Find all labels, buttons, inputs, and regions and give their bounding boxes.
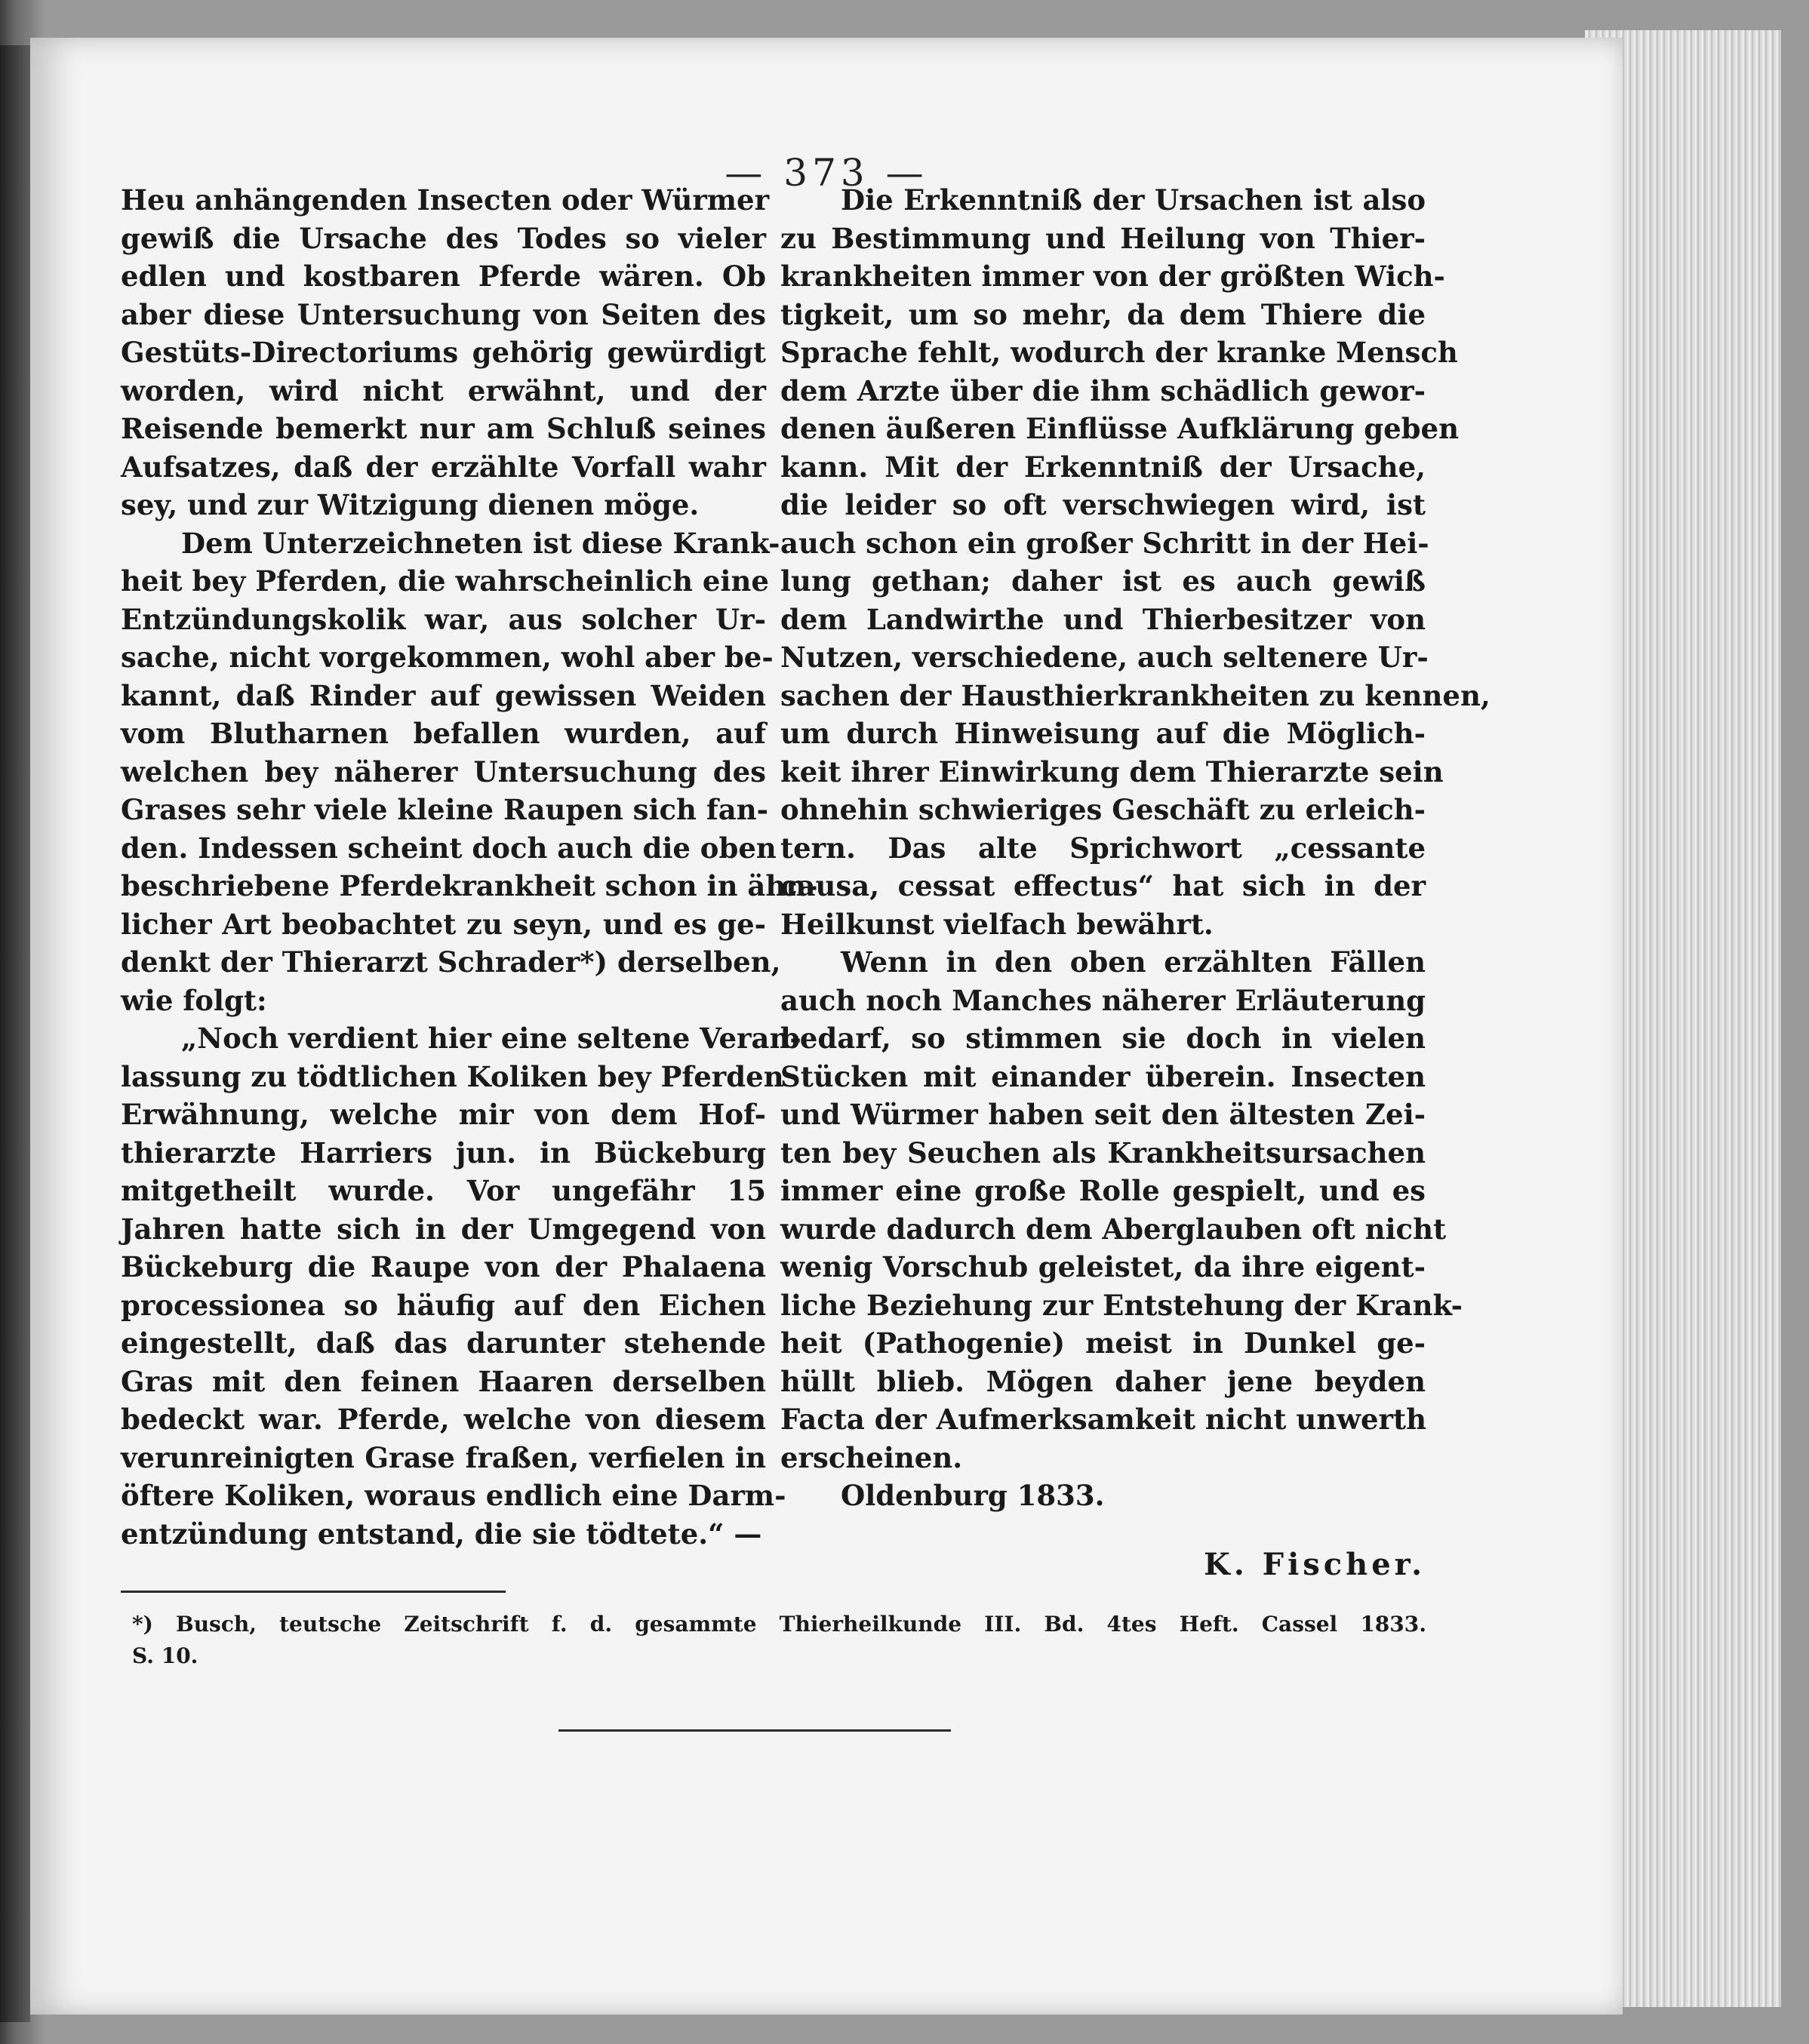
text-line: verunreinigten Grase fraßen, verfielen in [121,1440,766,1474]
text-line: tigkeit, um so mehr, da dem Thiere die [780,297,1426,331]
text-line: wenig Vorschub geleistet, da ihre eigent- [780,1250,1426,1283]
text-line: liche Beziehung zur Entstehung der Krank- [780,1288,1463,1322]
text-line: licher Art beobachtet zu seyn, und es ge- [121,907,766,941]
text-line: dem Landwirthe und Thierbesitzer von [780,602,1426,636]
text-line: krankheiten immer von der größten Wich- [780,260,1445,293]
text-line: Gestüts-Directoriums gehörig gewürdigt [121,336,766,369]
text-line: bedarf, so stimmen sie doch in vielen [780,1022,1426,1055]
text-line: kann. Mit der Erkenntniß der Ursache, [780,450,1426,484]
text-line: welchen bey näherer Untersuchung des [121,755,766,788]
end-rule [558,1729,951,1732]
text-line: Dem Unterzeichneten ist diese Krank- [181,526,780,560]
text-line: beschriebene Pferdekrankheit schon in ähn- [121,869,818,902]
text-line: um durch Hinweisung auf die Möglich- [780,717,1426,750]
text-line: „Noch verdient hier eine seltene Veran- [181,1022,801,1055]
text-line: worden, wird nicht erwähnt, und der [121,373,766,407]
text-line: wie folgt: [121,983,267,1017]
text-line: sey, und zur Witzigung dienen möge. [121,488,700,521]
text-line: Bückeburg die Raupe von der Phalaena [121,1250,766,1283]
text-line: Grases sehr viele kleine Raupen sich fan- [121,793,768,826]
text-line: edlen und kostbaren Pferde wären. Ob [121,260,766,293]
text-line: Stücken mit einander überein. Insecten [780,1059,1426,1093]
text-line: dem Arzte über die ihm schädlich gewor- [780,373,1426,407]
text-line: sachen der Hausthierkrankheiten zu kennen, [780,678,1491,712]
text-line: die leider so oft verschwiegen wird, ist [780,488,1426,521]
text-line: Wenn in den oben erzählten Fällen [841,945,1426,979]
text-line: den. Indessen scheint doch auch die oben [121,831,777,865]
text-line: lung gethan; daher ist es auch gewiß [780,564,1426,598]
text-line: erscheinen. [780,1440,963,1474]
page-number: — 373 — [725,151,928,195]
text-line: Sprache fehlt, wodurch der kranke Mensch [780,336,1458,369]
text-line: Facta der Aufmerksamkeit nicht unwerth [780,1403,1427,1436]
author-signature: K. Fischer. [1204,1547,1426,1582]
text-line: Heu anhängenden Insecten oder Würmer [121,183,770,217]
text-line: Entzündungskolik war, aus solcher Ur- [121,602,766,636]
text-line: Jahren hatte sich in der Umgegend von [121,1212,766,1246]
text-line: heit bey Pferden, die wahrscheinlich eine [121,564,769,598]
text-line: Reisende bemerkt nur am Schluß seines [121,412,766,445]
text-line: heit (Pathogenie) meist in Dunkel ge- [780,1326,1426,1360]
text-line: eingestellt, daß das darunter stehende [121,1326,766,1360]
text-line: und Würmer haben seit den ältesten Zei- [780,1098,1426,1131]
text-line: Nutzen, verschiedene, auch seltenere Ur- [780,641,1429,674]
text-line: mitgetheilt wurde. Vor ungefähr 15 [121,1174,766,1207]
text-line: aber diese Untersuchung von Seiten des [121,297,766,331]
text-line: Die Erkenntniß der Ursachen ist also [841,183,1426,217]
left-text-column [121,181,818,1553]
text-line: sache, nicht vorgekommen, wohl aber be- [121,641,774,674]
text-line: tern. Das alte Sprichwort „cessante [780,831,1426,865]
text-line: Heilkunst vielfach bewährt. [780,907,1214,941]
text-line: Oldenburg 1833. [841,1479,1105,1512]
right-text-column [780,181,1491,1515]
text-line: ohnehin schwieriges Geschäft zu erleich- [780,793,1426,826]
footnote-line: S. 10. [132,1643,198,1668]
text-line: causa, cessat effectus“ hat sich in der [780,869,1426,902]
text-line: entzündung entstand, die sie tödtete.“ — [121,1517,762,1551]
text-line: thierarzte Harriers jun. in Bückeburg [121,1136,766,1170]
text-line: kannt, daß Rinder auf gewissen Weiden [121,678,766,712]
text-line: auch schon ein großer Schritt in der Hei- [780,526,1429,560]
footnote-rule [121,1591,506,1593]
text-line: Erwähnung, welche mir von dem Hof- [121,1098,766,1131]
text-line: keit ihrer Einwirkung dem Thierarzte sein [780,755,1444,788]
text-line: Gras mit den feinen Haaren derselben [121,1364,766,1398]
text-line: wurde dadurch dem Aberglauben oft nicht [780,1212,1447,1246]
footnote [132,1609,1426,1672]
text-line: ten bey Seuchen als Krankheitsursachen [780,1136,1426,1170]
footnote-line: *) Busch, teutsche Zeitschrift f. d. gesammte Thierheilkunde III. Bd. 4tes Heft. Cassel 1833. [132,1612,1426,1637]
text-line: öftere Koliken, woraus endlich eine Darm- [121,1479,786,1512]
text-line: hüllt blieb. Mögen daher jene beyden [780,1364,1426,1398]
text-line: bedeckt war. Pferde, welche von diesem [121,1403,766,1436]
text-line: immer eine große Rolle gespielt, und es [780,1174,1426,1207]
text-line: zu Bestimmung und Heilung von Thier- [780,221,1426,255]
text-line: lassung zu tödtlichen Koliken bey Pferden [121,1059,784,1093]
text-line: Aufsatzes, daß der erzählte Vorfall wahr [121,450,766,484]
previous-page-edge [0,45,30,2022]
text-line: denkt der Thierarzt Schrader*) derselben, [121,945,781,979]
text-line: denen äußeren Einflüsse Aufklärung geben [780,412,1459,445]
text-line: vom Blutharnen befallen wurden, auf [121,717,766,750]
text-line: auch noch Manches näherer Erläuterung [780,983,1426,1017]
text-line: gewiß die Ursache des Todes so vieler [121,221,766,255]
text-line: processionea so häufig auf den Eichen [121,1288,766,1322]
